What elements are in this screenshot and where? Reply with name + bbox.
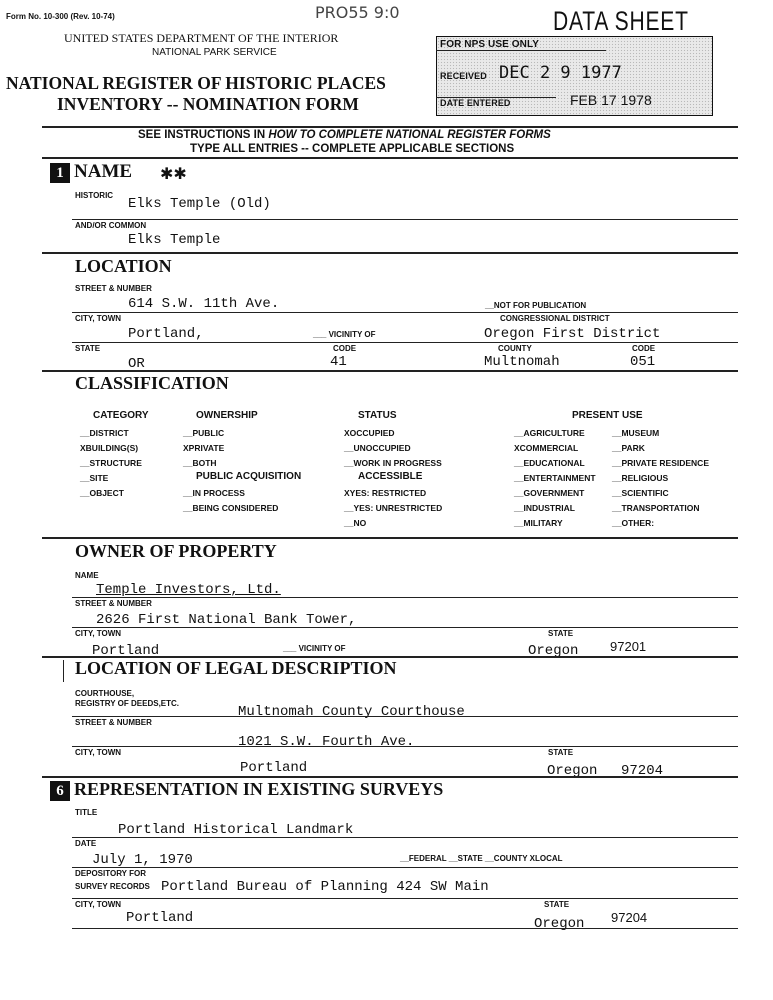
use-transportation: __TRANSPORTATION	[612, 503, 700, 513]
legal-zip: 97204	[621, 763, 664, 779]
legal-section-heading: LOCATION OF LEGAL DESCRIPTION	[75, 658, 397, 678]
owner-section-heading: OWNER OF PROPERTY	[75, 541, 277, 561]
ownership-private: XPRIVATE	[183, 443, 225, 453]
state-code-label: CODE	[333, 344, 357, 353]
service-name: NATIONAL PARK SERVICE	[152, 47, 277, 58]
location-street-value: 614 S.W. 11th Ave.	[128, 296, 280, 312]
county-value: Multnomah	[484, 354, 560, 370]
nps-use-heading: FOR NPS USE ONLY	[440, 39, 540, 50]
use-commercial: XCOMMERCIAL	[514, 443, 579, 453]
status-unoccupied: __UNOCCUPIED	[344, 443, 411, 453]
owner-street-label: STREET & NUMBER	[75, 599, 152, 608]
nps-use-box	[436, 36, 713, 116]
classification-section-heading: CLASSIFICATION	[75, 373, 229, 393]
owner-street-value: 2626 First National Bank Tower,	[96, 612, 357, 628]
survey-city-label: CITY, TOWN	[75, 900, 122, 909]
ownership-both: __BOTH	[183, 458, 217, 468]
accessible-no: __NO	[344, 518, 367, 528]
survey-state-label: STATE	[544, 900, 570, 909]
not-for-publication: __NOT FOR PUBLICATION	[485, 301, 587, 310]
received-date: DEC 2 9 1977	[499, 63, 622, 83]
received-label: RECEIVED	[440, 71, 487, 81]
survey-title-value: Portland Historical Landmark	[118, 822, 354, 838]
location-city-value: Portland,	[128, 326, 204, 342]
county-label: COUNTY	[498, 344, 532, 353]
category-structure: __STRUCTURE	[80, 458, 142, 468]
section-number-badge: 1	[50, 163, 70, 183]
owner-state-label: STATE	[548, 629, 574, 638]
depository-value: Portland Bureau of Planning 424 SW Main	[161, 879, 489, 895]
category-object: __OBJECT	[80, 488, 124, 498]
legal-street-label: STREET & NUMBER	[75, 718, 152, 727]
status-occupied: XOCCUPIED	[344, 428, 395, 438]
use-military: __MILITARY	[514, 518, 563, 528]
instructions-rule	[42, 157, 738, 159]
historic-name-value: Elks Temple (Old)	[128, 196, 271, 212]
courthouse-label: COURTHOUSE,	[75, 689, 135, 698]
acquisition-being-considered: __BEING CONSIDERED	[183, 503, 279, 513]
courthouse-value: Multnomah County Courthouse	[238, 704, 465, 720]
historic-label: HISTORIC	[75, 191, 114, 200]
congressional-value: Oregon First District	[484, 326, 661, 342]
county-code-value: 051	[630, 354, 656, 370]
use-museum: __MUSEUM	[612, 428, 660, 438]
category-heading: CATEGORY	[93, 410, 149, 421]
form-title-line2: INVENTORY -- NOMINATION FORM	[57, 94, 359, 114]
use-religious: __RELIGIOUS	[612, 473, 669, 483]
instructions-line2: TYPE ALL ENTRIES -- COMPLETE APPLICABLE SECTIONS	[190, 143, 515, 155]
name-section-heading: 1 NAME	[50, 161, 132, 183]
accessible-heading: ACCESSIBLE	[358, 471, 423, 482]
location-street-label: STREET & NUMBER	[75, 284, 152, 293]
status-heading: STATUS	[358, 410, 397, 421]
date-entered-value: FEB 17 1978	[570, 92, 652, 108]
ownership-heading: OWNERSHIP	[196, 410, 258, 421]
acquisition-in-process: __IN PROCESS	[183, 488, 245, 498]
handwritten-mark: ✱✱	[160, 166, 187, 183]
category-site: __SITE	[80, 473, 109, 483]
survey-date-label: DATE	[75, 839, 97, 848]
use-park: __PARK	[612, 443, 645, 453]
accessible-unrestricted: __YES: UNRESTRICTED	[344, 503, 443, 513]
owner-name-value: Temple Investors, Ltd.	[96, 582, 281, 598]
survey-zip: 97204	[611, 910, 648, 925]
registry-label: REGISTRY OF DEEDS,ETC.	[75, 699, 180, 708]
use-educational: __EDUCATIONAL	[514, 458, 585, 468]
location-state-label: STATE	[75, 344, 101, 353]
survey-title-label: TITLE	[75, 808, 98, 817]
data-sheet-title: DATA SHEET	[553, 6, 689, 36]
present-use-heading: PRESENT USE	[572, 410, 643, 421]
depository-label: DEPOSITORY FOR	[75, 869, 146, 878]
use-scientific: __SCIENTIFIC	[612, 488, 669, 498]
owner-vicinity: ___ VICINITY OF	[283, 644, 346, 653]
location-vicinity: ___ VICINITY OF	[313, 330, 376, 339]
form-title-line1: NATIONAL REGISTER OF HISTORIC PLACES	[6, 73, 386, 93]
accessible-restricted: XYES: RESTRICTED	[344, 488, 427, 498]
legal-state-label: STATE	[548, 748, 574, 757]
location-city-label: CITY, TOWN	[75, 314, 122, 323]
surveys-section-heading: 6 REPRESENTATION IN EXISTING SURVEYS	[50, 779, 443, 801]
county-code-label: CODE	[632, 344, 656, 353]
category-district: __DISTRICT	[80, 428, 129, 438]
use-private-residence: __PRIVATE RESIDENCE	[612, 458, 709, 468]
survey-records-label: SURVEY RECORDS	[75, 882, 150, 891]
survey-city-value: Portland	[126, 910, 194, 926]
header-rule	[42, 126, 738, 128]
category-buildings: XBUILDING(S)	[80, 443, 139, 453]
legal-street-value: 1021 S.W. Fourth Ave.	[238, 734, 415, 750]
common-name-label: AND/OR COMMON	[75, 221, 147, 230]
survey-state-value: Oregon	[534, 916, 585, 932]
owner-city-label: CITY, TOWN	[75, 629, 122, 638]
owner-state-value: Oregon	[528, 643, 579, 659]
status-work-in-progress: __WORK IN PROGRESS	[344, 458, 442, 468]
section-number-badge: 6	[50, 781, 70, 801]
ownership-public: __PUBLIC	[183, 428, 225, 438]
survey-levels: __FEDERAL __STATE __COUNTY XLOCAL	[400, 854, 563, 863]
handwritten-reference: PRO55 9:0	[315, 3, 400, 22]
agency-name: UNITED STATES DEPARTMENT OF THE INTERIOR	[64, 31, 339, 45]
legal-city-label: CITY, TOWN	[75, 748, 122, 757]
use-government: __GOVERNMENT	[514, 488, 585, 498]
use-agriculture: __AGRICULTURE	[514, 428, 585, 438]
legal-city-value: Portland	[240, 760, 308, 776]
use-other: __OTHER:	[612, 518, 655, 528]
state-code-value: 41	[330, 354, 347, 370]
location-section-heading: LOCATION	[75, 256, 172, 276]
use-entertainment: __ENTERTAINMENT	[514, 473, 596, 483]
location-state-value: OR	[128, 356, 145, 372]
legal-state-value: Oregon	[547, 763, 598, 779]
date-entered-label: DATE ENTERED	[440, 98, 511, 108]
instructions-line1: SEE INSTRUCTIONS IN HOW TO COMPLETE NATIONAL REGISTER FORMS	[138, 129, 551, 141]
use-industrial: __INDUSTRIAL	[514, 503, 575, 513]
owner-zip: 97201	[610, 639, 647, 654]
common-name-value: Elks Temple	[128, 232, 221, 248]
owner-name-label: NAME	[75, 571, 99, 580]
acquisition-heading: PUBLIC ACQUISITION	[196, 471, 302, 482]
survey-date-value: July 1, 1970	[92, 852, 193, 868]
congressional-label: CONGRESSIONAL DISTRICT	[500, 314, 610, 323]
owner-city-value: Portland	[92, 643, 160, 659]
form-number: Form No. 10-300 (Rev. 10-74)	[6, 12, 115, 21]
